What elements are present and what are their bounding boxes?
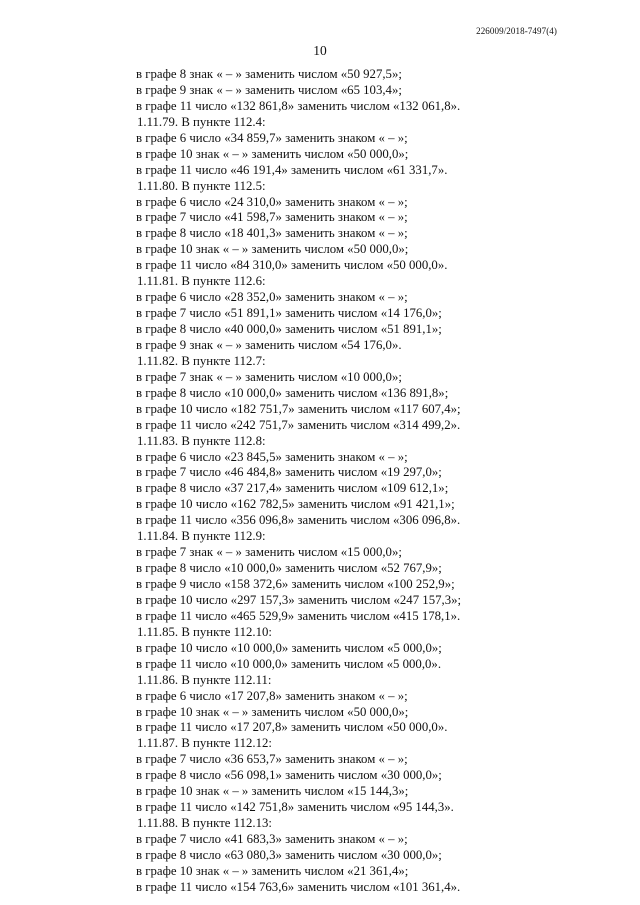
amendment-line: в графе 8 число «40 000,0» заменить числом «51 891,1»; [136, 322, 442, 336]
amendment-line: в графе 11 число «356 096,8» заменить числом «306 096,8». [136, 513, 461, 528]
section-heading: 1.11.86. В пункте 112.11: [137, 672, 272, 687]
amendment-line: в графе 11 число «46 191,4» заменить числом «61 331,7». [136, 162, 448, 177]
section-heading: 1.11.87. В пункте 112.12: [137, 736, 272, 751]
document-id: 226009/2018-7497(4) [476, 26, 557, 36]
section-heading: 1.11.83. В пункте 112.8: [137, 433, 266, 448]
amendment-line: в графе 10 число «297 157,3» заменить числом «247 157,3»; [136, 592, 462, 607]
page-number: 10 [313, 43, 327, 58]
amendment-list [136, 67, 606, 896]
amendment-line: в графе 11 число «17 207,8» заменить числом «50 000,0». [136, 720, 448, 735]
amendment-line: в графе 11 число «242 751,7» заменить числом «314 499,2». [136, 417, 461, 432]
amendment-line: в графе 8 число «37 217,4» заменить числом «109 612,1»; [136, 481, 449, 496]
amendment-line: в графе 11 число «10 000,0» заменить числом «5 000,0». [136, 656, 442, 671]
amendment-line: в графе 7 число «36 653,7» заменить знаком « – »; [136, 752, 408, 767]
amendment-line: в графе 10 знак « – » заменить числом «50 000,0»; [136, 146, 409, 161]
amendment-line: в графе 11 число «142 751,8» заменить числом «95 144,3». [136, 800, 454, 815]
amendment-line: в графе 11 число «465 529,9» заменить числом «415 178,1». [136, 608, 461, 623]
amendment-line: в графе 9 число «158 372,6» заменить числом «100 252,9»; [136, 577, 455, 591]
amendment-line: в графе 7 число «46 484,8» заменить числом «19 297,0»; [136, 465, 442, 480]
amendment-line: в графе 8 число «18 401,3» заменить знаком « – »; [136, 226, 408, 241]
amendment-line: в графе 6 число «28 352,0» заменить знаком « – »; [136, 290, 408, 305]
amendment-line: в графе 10 число «182 751,7» заменить числом «117 607,4»; [136, 401, 461, 416]
section-heading: 1.11.81. В пункте 112.6: [137, 274, 266, 289]
amendment-line: в графе 6 число «23 845,5» заменить знаком « – »; [136, 449, 408, 464]
amendment-line: в графе 10 знак « – » заменить числом «21 361,4»; [136, 863, 409, 878]
amendment-line: в графе 10 знак « – » заменить числом «15 144,3»; [136, 784, 409, 799]
amendment-line: в графе 8 знак « – » заменить числом «50 927,5»; [136, 67, 402, 81]
section-heading: 1.11.84. В пункте 112.9: [137, 529, 266, 544]
amendment-line: в графе 10 число «10 000,0» заменить числом «5 000,0»; [136, 640, 442, 655]
section-heading: 1.11.82. В пункте 112.7: [137, 353, 266, 368]
amendment-line: в графе 9 знак « – » заменить числом «65 103,4»; [136, 82, 402, 97]
section-heading: 1.11.85. В пункте 112.10: [137, 624, 272, 639]
amendment-line: в графе 10 знак « – » заменить числом «50 000,0»; [136, 242, 409, 257]
amendment-line: в графе 7 число «51 891,1» заменить числом «14 176,0»; [136, 306, 442, 321]
amendment-line: в графе 8 число «10 000,0» заменить числом «52 767,9»; [136, 561, 442, 576]
amendment-line: в графе 7 число «41 683,3» заменить знаком « – »; [136, 832, 408, 846]
amendment-line: в графе 7 число «41 598,7» заменить знаком « – »; [136, 210, 408, 225]
amendment-line: в графе 8 число «63 080,3» заменить числом «30 000,0»; [136, 847, 442, 862]
amendment-line: в графе 6 число «24 310,0» заменить знаком « – »; [136, 194, 408, 209]
section-heading: 1.11.88. В пункте 112.13: [137, 816, 272, 831]
amendment-line: в графе 11 число «154 763,6» заменить числом «101 361,4». [136, 879, 461, 894]
amendment-line: в графе 8 число «56 098,1» заменить числом «30 000,0»; [136, 768, 442, 783]
amendment-line: в графе 6 число «17 207,8» заменить знаком « – »; [136, 688, 408, 703]
amendment-line: в графе 7 знак « – » заменить числом «10 000,0»; [136, 369, 402, 384]
amendment-line: в графе 9 знак « – » заменить числом «54 176,0». [136, 337, 402, 352]
section-heading: 1.11.80. В пункте 112.5: [137, 178, 266, 193]
amendment-line: в графе 11 число «84 310,0» заменить числом «50 000,0». [136, 258, 448, 273]
amendment-line: в графе 7 знак « – » заменить числом «15 000,0»; [136, 545, 402, 560]
amendment-line: в графе 11 число «132 861,8» заменить числом «132 061,8». [136, 98, 461, 113]
amendment-line: в графе 10 число «162 782,5» заменить числом «91 421,1»; [136, 497, 455, 512]
amendment-line: в графе 8 число «10 000,0» заменить числом «136 891,8»; [136, 385, 449, 400]
amendment-line: в графе 10 знак « – » заменить числом «50 000,0»; [136, 704, 409, 719]
section-heading: 1.11.79. В пункте 112.4: [137, 114, 266, 129]
amendment-line: в графе 6 число «34 859,7» заменить знаком « – »; [136, 130, 408, 145]
